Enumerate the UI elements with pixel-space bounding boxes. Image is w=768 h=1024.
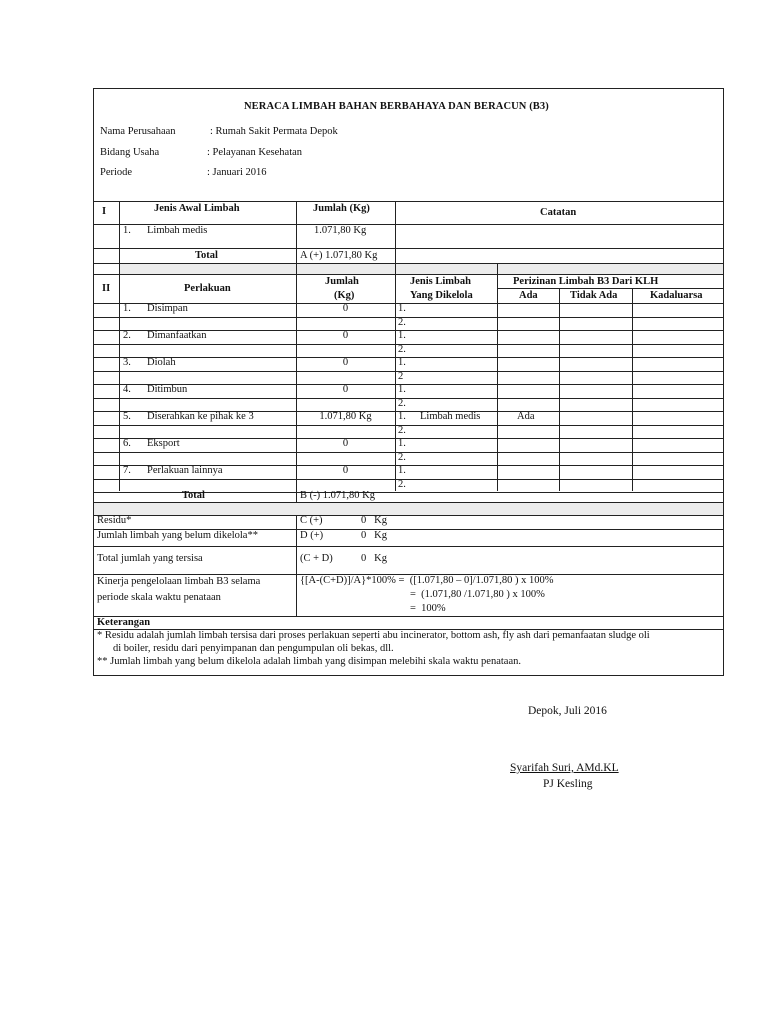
header-jenis-awal-limbah: Jenis Awal Limbah [154, 203, 240, 214]
waste-type-number: 2. [398, 451, 406, 463]
residu-quantity: 0 Kg [361, 515, 387, 526]
waste-type-number: 2. [398, 397, 406, 409]
waste-type-number: 1. [398, 330, 406, 341]
table-line [497, 263, 498, 491]
table-line [93, 425, 724, 426]
performance-formula: {[A-(C+D)]/A}*100% = ([1.071,80 – 0]/1.071,80 ) x 100% [300, 575, 554, 586]
header-catatan: Catatan [540, 207, 577, 218]
table-line [119, 201, 120, 263]
treatment-number: 3. [123, 357, 131, 368]
table-line [93, 274, 724, 275]
signature-place-date: Depok, Juli 2016 [528, 705, 607, 717]
table-line [93, 384, 724, 385]
table-line [395, 201, 396, 263]
document-title: NERACA LIMBAH BAHAN BERBAHAYA DAN BERACUN (B3) [244, 101, 549, 112]
performance-label-2: periode skala waktu penataan [97, 592, 221, 603]
performance-result: = 100% [410, 603, 446, 614]
unprocessed-label: Jumlah limbah yang belum dikelola** [97, 530, 258, 541]
table-line [632, 288, 633, 491]
permit-status: Ada [517, 411, 535, 422]
table-line [93, 344, 724, 345]
performance-label: Kinerja pengelolaan limbah B3 selama [97, 576, 261, 587]
total-label: Total [195, 250, 218, 261]
treatment-number: 2. [123, 330, 131, 341]
row-number: 1. [123, 225, 131, 236]
treatment-number: 4. [123, 384, 131, 395]
header-yang-dikelola: Yang Dikelola [410, 290, 473, 301]
table-line [497, 288, 724, 289]
unprocessed-value: D (+) [300, 530, 324, 541]
total-value-a: A (+) 1.071,80 Kg [300, 250, 378, 261]
table-line [93, 357, 724, 358]
header-perizinan: Perizinan Limbah B3 Dari KLH [513, 276, 659, 287]
waste-type-number: 2. [398, 478, 406, 490]
total-label: Total [182, 490, 205, 501]
table-line [93, 546, 724, 547]
header-perlakuan: Perlakuan [184, 283, 231, 294]
treatment-amount: 0 [342, 303, 349, 314]
waste-type-name: Limbah medis [420, 411, 481, 422]
section-1-number: I [102, 206, 107, 217]
header-ada: Ada [519, 290, 538, 301]
performance-formula-2: = (1.071,80 /1.071,80 ) x 100% [410, 589, 545, 600]
table-line [93, 201, 724, 202]
separator-row [120, 264, 723, 274]
info-label-company: Nama Perusahaan [100, 126, 176, 137]
signature-position: PJ Kesling [543, 778, 593, 790]
separator-row [94, 503, 723, 515]
waste-type-number: 1. [398, 384, 406, 395]
table-line [93, 452, 724, 453]
remaining-label: Total jumlah yang tersisa [97, 553, 203, 564]
waste-type-number: 2. [398, 316, 406, 328]
waste-type-number: 1. [398, 303, 406, 314]
waste-type-number: 1. [398, 411, 406, 422]
treatment-name: Diserahkan ke pihak ke 3 [147, 411, 254, 422]
header-tidak-ada: Tidak Ada [570, 290, 618, 301]
info-value-period: : Januari 2016 [207, 167, 267, 178]
table-line [296, 263, 297, 491]
table-line [296, 490, 297, 502]
info-value-business: : Pelayanan Kesehatan [207, 147, 303, 158]
remaining-value: (C + D) [300, 553, 333, 564]
treatment-amount: 0 [342, 438, 349, 449]
waste-type-number: 2. [398, 343, 406, 355]
treatment-amount: 0 [342, 357, 349, 368]
treatment-name: Perlakuan lainnya [147, 465, 223, 476]
total-value-b: B (-) 1.071,80 Kg [300, 490, 375, 501]
treatment-name: Disimpan [147, 303, 188, 314]
header-kadaluarsa: Kadaluarsa [650, 290, 703, 301]
table-line [559, 288, 560, 491]
table-line [93, 317, 724, 318]
document-frame [93, 88, 724, 676]
treatment-name: Eksport [147, 438, 180, 449]
info-label-business: Bidang Usaha [100, 147, 160, 158]
table-line [93, 479, 724, 480]
table-line [93, 371, 724, 372]
treatment-number: 1. [123, 303, 131, 314]
table-line [93, 398, 724, 399]
treatment-name: Ditimbun [147, 384, 188, 395]
info-label-period: Periode [100, 167, 133, 178]
initial-waste-name: Limbah medis [147, 225, 208, 236]
header-jumlah: Jumlah [325, 276, 359, 287]
waste-type-number: 1. [398, 357, 406, 368]
section-2-number: II [102, 283, 111, 294]
header-jumlah-kg: Jumlah (Kg) [313, 203, 370, 214]
table-line [296, 201, 297, 263]
table-line [296, 515, 297, 616]
table-line [119, 263, 120, 491]
header-kg: (Kg) [334, 290, 355, 301]
signature-name: Syarifah Suri, AMd.KL [510, 762, 619, 774]
treatment-name: Diolah [147, 357, 176, 368]
notes-title: Keterangan [97, 617, 151, 628]
note-residu-continued: di boiler, residu dari penyimpanan dan pengumpulan oli bekas, dll. [113, 643, 394, 654]
table-line [395, 263, 396, 491]
note-unprocessed: ** Jumlah limbah yang belum dikelola adalah limbah yang disimpan melebihi skala waktu penataan. [97, 656, 521, 667]
waste-type-number: 2 [398, 370, 404, 382]
waste-type-number: 1. [398, 438, 406, 449]
treatment-amount: 0 [342, 330, 349, 341]
table-line [93, 515, 724, 516]
info-value-company: : Rumah Sakit Permata Depok [210, 126, 338, 137]
treatment-amount: 0 [342, 465, 349, 476]
waste-type-number: 1. [398, 465, 406, 476]
note-residu: * Residu adalah jumlah limbah tersisa dari proses perlakuan seperti abu incinerator, bottom ash, fly ash dari pemanfaatan sludge oli [97, 630, 650, 641]
treatment-number: 7. [123, 465, 131, 476]
waste-type-number: 2. [398, 424, 406, 436]
unprocessed-quantity: 0 Kg [361, 530, 387, 541]
treatment-number: 6. [123, 438, 131, 449]
header-jenis-limbah: Jenis Limbah [410, 276, 471, 287]
treatment-number: 5. [123, 411, 131, 422]
table-line [93, 616, 724, 617]
residu-label: Residu* [97, 515, 132, 526]
table-line [93, 438, 724, 439]
remaining-quantity: 0 Kg [361, 553, 387, 564]
treatment-amount: 1.071,80 Kg [319, 411, 372, 422]
residu-value: C (+) [300, 515, 323, 526]
initial-waste-amount: 1.071,80 Kg [314, 225, 367, 236]
treatment-amount: 0 [342, 384, 349, 395]
treatment-name: Dimanfaatkan [147, 330, 207, 341]
table-line [93, 248, 724, 249]
